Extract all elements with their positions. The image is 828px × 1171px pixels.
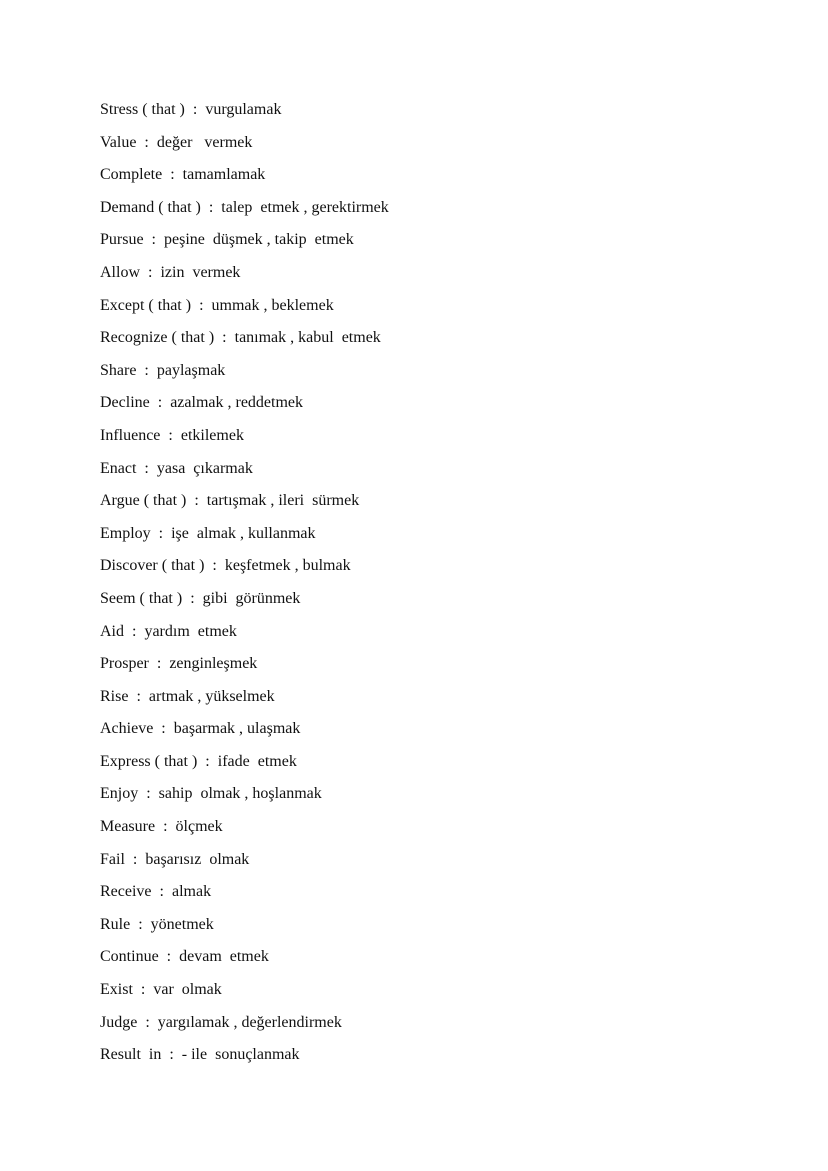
vocab-entry: Rule : yönetmek (100, 915, 214, 933)
vocab-entry: Prosper : zenginleşmek (100, 655, 258, 673)
vocab-entry: Enjoy : sahip olmak , hoşlanmak (100, 785, 322, 803)
vocab-entry: Result in : - ile sonuçlanmak (100, 1046, 300, 1064)
vocab-entry: Influence : etkilemek (100, 426, 244, 444)
vocab-entry: Exist : var olmak (100, 981, 222, 999)
vocab-entry: Decline : azalmak , reddetmek (100, 394, 304, 412)
vocab-entry: Continue : devam etmek (100, 948, 269, 966)
vocab-entry: Achieve : başarmak , ulaşmak (100, 720, 301, 738)
vocab-entry: Allow : izin vermek (100, 263, 241, 281)
vocab-entry: Seem ( that ) : gibi görünmek (100, 589, 301, 607)
vocab-entry: Pursue : peşine düşmek , takip etmek (100, 231, 354, 249)
vocab-entry: Value : değer vermek (100, 133, 253, 151)
vocab-entry: Enact : yasa çıkarmak (100, 459, 253, 477)
vocab-entry: Fail : başarısız olmak (100, 850, 250, 868)
vocab-entry: Discover ( that ) : keşfetmek , bulmak (100, 557, 351, 575)
vocabulary-list (100, 97, 389, 1075)
vocab-entry: Employ : işe almak , kullanmak (100, 524, 316, 542)
vocab-entry: Argue ( that ) : tartışmak , ileri sürmek (100, 492, 360, 510)
vocab-entry: Rise : artmak , yükselmek (100, 687, 275, 705)
vocab-entry: Except ( that ) : ummak , beklemek (100, 296, 334, 314)
vocab-entry: Aid : yardım etmek (100, 622, 237, 640)
vocab-entry: Demand ( that ) : talep etmek , gerektirmek (100, 198, 389, 216)
vocab-entry: Stress ( that ) : vurgulamak (100, 101, 282, 118)
vocab-entry: Receive : almak (100, 883, 212, 901)
vocab-entry: Share : paylaşmak (100, 361, 226, 379)
vocab-entry: Judge : yargılamak , değerlendirmek (100, 1013, 342, 1031)
vocab-entry: Measure : ölçmek (100, 818, 223, 836)
vocab-entry: Recognize ( that ) : tanımak , kabul etmek (100, 329, 381, 347)
vocab-entry: Complete : tamamlamak (100, 166, 266, 184)
vocab-entry: Express ( that ) : ifade etmek (100, 752, 297, 770)
